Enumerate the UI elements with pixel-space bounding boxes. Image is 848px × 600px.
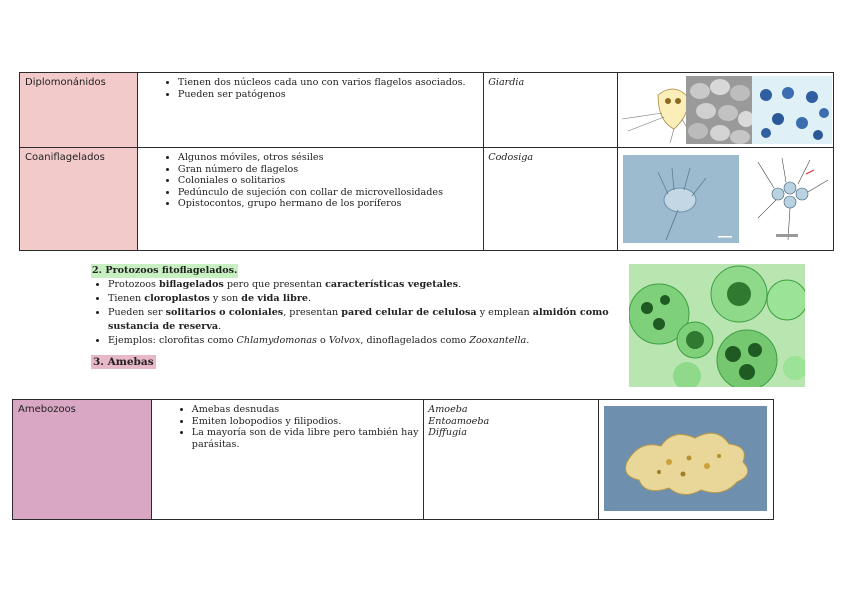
- bullet-list: [91, 278, 616, 348]
- table-row: [20, 148, 834, 251]
- genus-name: Diffugia: [428, 427, 467, 438]
- bullet-list: [152, 404, 423, 450]
- list-item: • Algunos móviles, otros sésiles: [178, 152, 483, 164]
- list-item: • Tienen cloroplastos y son de vida libre.: [108, 292, 616, 306]
- image-cell: [617, 73, 833, 148]
- amoebozoa-table: [12, 399, 774, 520]
- list-item: • Opistocontos, grupo hermano de los poríferos: [178, 198, 483, 210]
- section-heading: 3. Amebas: [93, 356, 154, 368]
- group-name-cell: [20, 73, 138, 148]
- list-item: • Coloniales o solitarios: [178, 175, 483, 187]
- image-cell: [598, 400, 773, 520]
- list-item: • La mayoría son de vida libre pero también hay parásitas.: [192, 427, 423, 450]
- bullet-list: [138, 77, 483, 100]
- giardia-stained-image: [752, 76, 832, 144]
- protozoa-table: [19, 72, 834, 251]
- group-name-cell: [13, 400, 152, 520]
- volvox-image: [629, 264, 805, 387]
- table-row: [20, 73, 834, 148]
- image-cell: [617, 148, 833, 251]
- genus-cell: [484, 73, 618, 148]
- genus-cell: [424, 400, 599, 520]
- list-item: • Tienen dos núcleos cada uno con varios flagelos asociados.: [178, 77, 483, 89]
- group-name: Coaniflagelados: [25, 152, 105, 163]
- list-item: • Pedúnculo de sujeción con collar de microvellosidades: [178, 187, 483, 199]
- amoeba-image: [599, 400, 772, 518]
- genus-name: Entoamoeba: [428, 415, 490, 427]
- phytoflagellates-section: [91, 264, 616, 370]
- giardia-images: [618, 73, 832, 145]
- table-row: [13, 400, 774, 520]
- group-name-cell: [20, 148, 138, 251]
- description-cell: [151, 400, 423, 520]
- giardia-sem-image: [686, 76, 754, 144]
- group-name: Diplomonánidos: [25, 77, 106, 88]
- codosiga-images: [618, 148, 832, 248]
- bullet-list: [138, 152, 483, 210]
- description-cell: [137, 73, 483, 148]
- list-item: • Gran número de flagelos: [178, 164, 483, 176]
- genus-name: Amoeba: [428, 404, 468, 415]
- codosiga-micrograph: [623, 155, 739, 243]
- list-item: • Amebas desnudas: [192, 404, 423, 416]
- list-item: • Emiten lobopodios y filipodios.: [192, 416, 423, 428]
- genus-name: Codosiga: [488, 152, 534, 163]
- list-item: • Ejemplos: clorofitas como Chlamydomonas o Volvox, dinoflagelados como Zooxantella.: [108, 334, 616, 348]
- genus-cell: [484, 148, 618, 251]
- list-item: • Pueden ser solitarios o coloniales, presentan pared celular de celulosa y emplean almidón como sustancia de reserva.: [108, 306, 616, 334]
- section-heading: 2. Protozoos fitoflagelados.: [92, 265, 238, 276]
- genus-name: Giardia: [488, 77, 525, 88]
- list-item: • Pueden ser patógenos: [178, 89, 483, 101]
- group-name: Amebozoos: [18, 404, 76, 415]
- description-cell: [137, 148, 483, 251]
- list-item: • Protozoos biflagelados pero que presentan características vegetales.: [108, 278, 616, 292]
